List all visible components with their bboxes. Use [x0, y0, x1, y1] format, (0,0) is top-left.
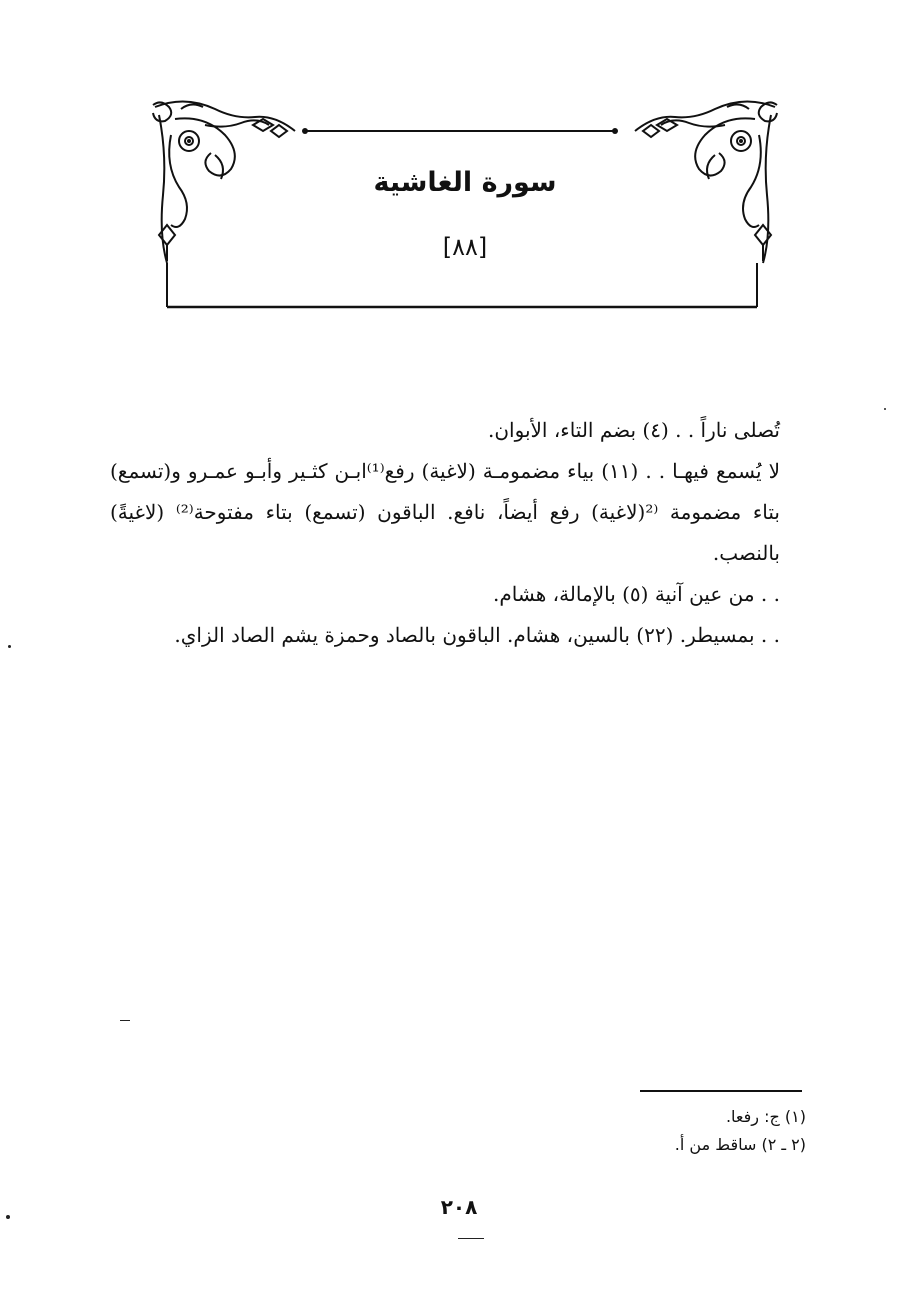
scan-speck [6, 1215, 10, 1219]
scan-speck [884, 408, 886, 410]
surah-title: سورة الغاشية [373, 167, 557, 198]
commentary-line-4: . . بمسيطر. (٢٢) بالسين، هشام. الباقون بالصاد وحمزة يشم الصاد الزاي. [174, 623, 780, 647]
scan-speck [120, 1020, 130, 1021]
ornamental-frame-icon [145, 95, 785, 315]
commentary-line-1: تُصلى ناراً . . (٤) بضم التاء، الأبوان. [488, 418, 780, 442]
page-number: ٢٠٨ [440, 1195, 478, 1219]
commentary-line-3: . . من عين آنية (٥) بالإمالة، هشام. [493, 582, 780, 606]
surah-number: [٨٨] [442, 233, 488, 261]
commentary-paragraph-2: لا يُسمع فيهـا . . (١١) بياء مضمومـة (لاغية) رفع⁽¹⁾ابـن كثـير وأبـو عمـرو و(تسمع) بتاء مضمومة ⁽²(لاغية) رفع أيضاً، نافع. الباقون (تسمع) بتاء مفتوحة⁽²⁾ (لاغيةً) بالنصب. [110, 459, 781, 565]
footnote-2: (٢ ـ ٢) ساقط من أ. [674, 1135, 806, 1154]
footnote-1: (١) ج: رفعا. [725, 1107, 806, 1126]
surah-header-frame [145, 95, 785, 315]
scan-speck [8, 645, 11, 648]
scan-speck [458, 1238, 484, 1239]
footnotes [406, 1103, 806, 1159]
footnote-separator [640, 1090, 802, 1092]
commentary-body [110, 410, 780, 656]
